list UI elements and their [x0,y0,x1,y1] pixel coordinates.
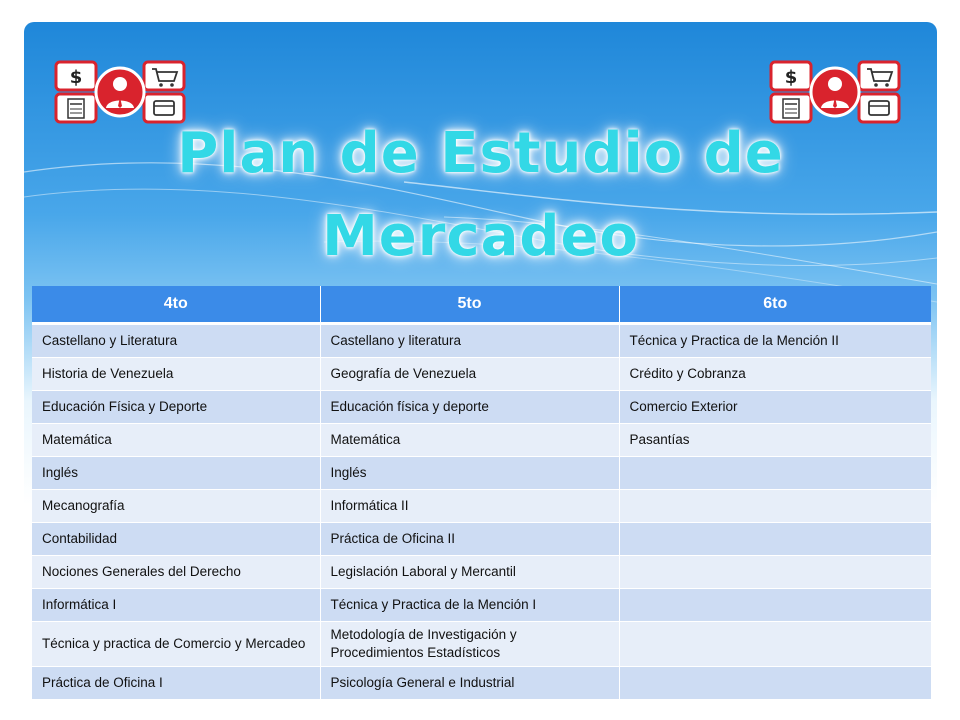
cell-4to: Mecanografía [32,490,320,523]
cell-5to: Práctica de Oficina II [320,523,619,556]
cell-5to: Técnica y Practica de la Mención I [320,589,619,622]
header-4to: 4to [32,286,320,324]
cell-6to: Crédito y Cobranza [619,358,931,391]
table-row [32,391,931,424]
cell-6to [619,523,931,556]
cell-6to: Comercio Exterior [619,391,931,424]
user-icon [811,68,859,116]
table-row [32,622,931,667]
cell-5to: Inglés [320,457,619,490]
slide-title-line-1: Plan de Estudio de [177,121,784,186]
cell-4to: Inglés [32,457,320,490]
finance-logo-left [54,60,186,124]
table-row [32,358,931,391]
cell-4to: Práctica de Oficina I [32,667,320,700]
user-icon [96,68,144,116]
cell-5to: Informática II [320,490,619,523]
cell-4to: Matemática [32,424,320,457]
cell-4to: Nociones Generales del Derecho [32,556,320,589]
cell-4to: Historia de Venezuela [32,358,320,391]
table-row [32,424,931,457]
cell-5to: Legislación Laboral y Mercantil [320,556,619,589]
header-6to: 6to [619,286,931,324]
study-plan-table [32,286,931,700]
slide-title-line-2: Mercadeo [322,204,639,269]
calculator-icon [56,94,96,122]
cell-5to: Educación física y deporte [320,391,619,424]
slide [24,22,937,712]
cell-5to: Castellano y literatura [320,324,619,358]
table-row [32,523,931,556]
cell-6to [619,589,931,622]
wallet-icon [859,94,899,122]
table-row [32,457,931,490]
table-header-row [32,286,931,324]
shopping-cart-icon [859,62,899,90]
wallet-icon [144,94,184,122]
cell-4to: Contabilidad [32,523,320,556]
cell-6to [619,667,931,700]
svg-text:$: $ [784,67,798,88]
svg-text:$: $ [69,67,83,88]
table-row [32,490,931,523]
cell-4to: Técnica y practica de Comercio y Mercadeo [32,622,320,667]
dollar-icon [771,62,811,90]
cell-5to: Metodología de Investigación y Procedimientos Estadísticos [320,622,619,667]
dollar-icon [56,62,96,90]
cell-5to: Matemática [320,424,619,457]
table-row [32,556,931,589]
table-row [32,589,931,622]
cell-6to [619,556,931,589]
cell-6to [619,490,931,523]
table-row [32,324,931,358]
table-row [32,667,931,700]
cell-4to: Informática I [32,589,320,622]
cell-6to [619,622,931,667]
finance-logo-right [769,60,901,124]
cell-4to: Educación Física y Deporte [32,391,320,424]
cell-6to: Pasantías [619,424,931,457]
cell-4to: Castellano y Literatura [32,324,320,358]
header-5to: 5to [320,286,619,324]
cell-6to: Técnica y Practica de la Mención II [619,324,931,358]
cell-5to: Psicología General e Industrial [320,667,619,700]
calculator-icon [771,94,811,122]
cell-5to: Geografía de Venezuela [320,358,619,391]
shopping-cart-icon [144,62,184,90]
cell-6to [619,457,931,490]
